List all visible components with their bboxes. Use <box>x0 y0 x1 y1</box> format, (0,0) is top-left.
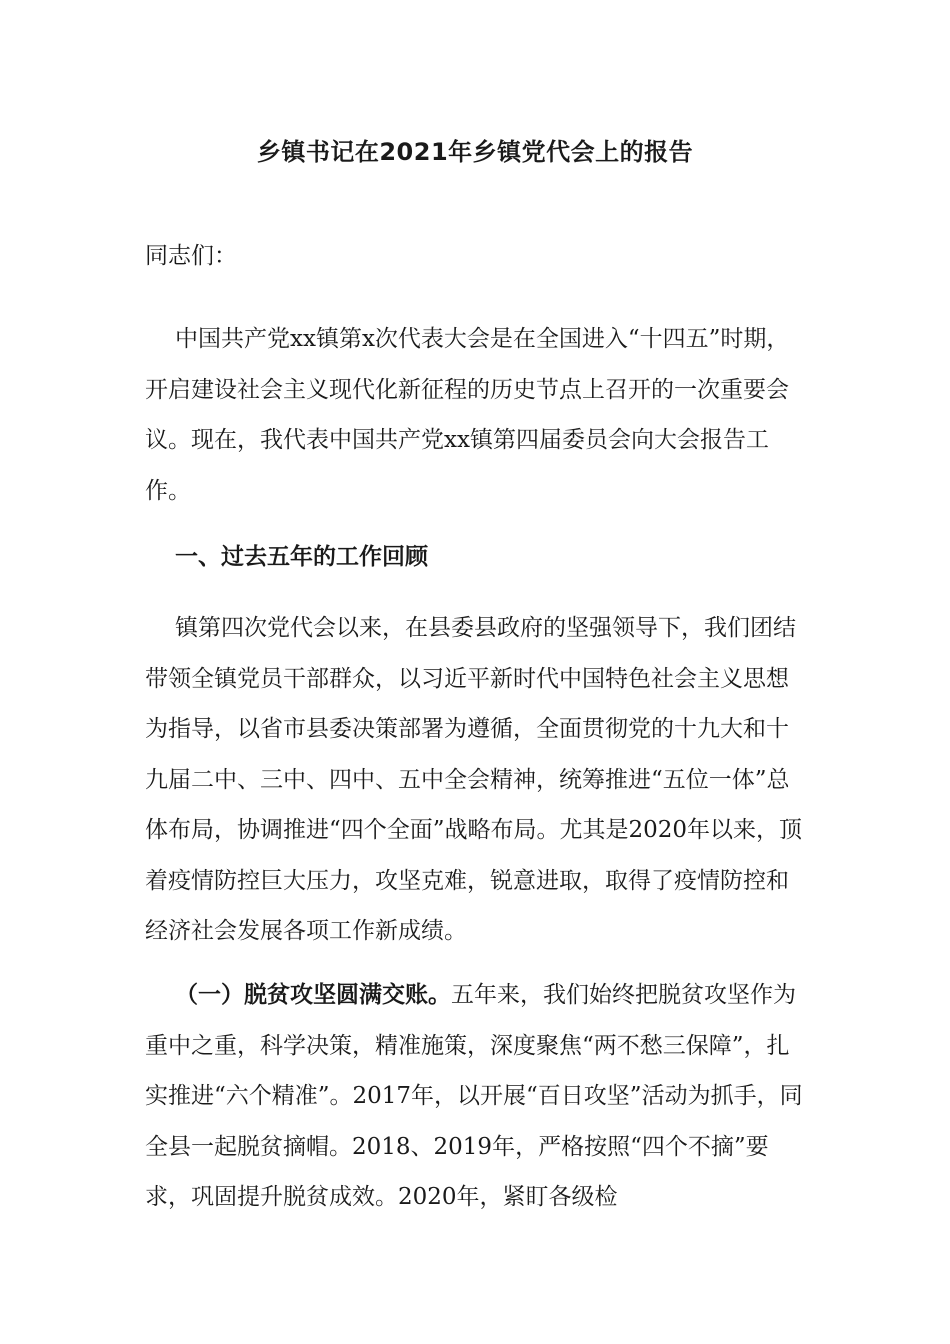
review-paragraph: 镇第四次党代会以来，在县委县政府的坚强领导下，我们团结带领全镇党员干部群众，以习近平新时代中国特色社会主义思想为指导，以省市县委决策部署为遵循，全面贯彻党的十九大和十九届二中、三中、四中、五中全会精神，统筹推进“五位一体”总体布局，协调推进“四个全面”战略布局。尤其是2020年以来，顶着疫情防控巨大压力，攻坚克难，锐意进取，取得了疫情防控和经济社会发展各项工作新成绩。 <box>145 615 803 944</box>
subsection-paragraph <box>145 970 805 1223</box>
greeting: 同志们： <box>145 243 237 269</box>
document-title: 乡镇书记在2021年乡镇党代会上的报告 <box>256 138 694 166</box>
subsection-lead: （一）脱贫攻坚圆满交账。 <box>175 982 451 1008</box>
section-heading: 一、过去五年的工作回顾 <box>175 544 428 570</box>
intro-paragraph: 中国共产党xx镇第x次代表大会是在全国进入“十四五”时期，开启建设社会主义现代化新征程的历史节点上召开的一次重要会议。现在，我代表中国共产党xx镇第四届委员会向大会报告工作。 <box>145 326 790 504</box>
subsection-body: 五年来，我们始终把脱贫攻坚作为重中之重，科学决策，精准施策，深度聚焦“两不愁三保障”，扎实推进“六个精准”。2017年，以开展“百日攻坚”活动为抓手，同全县一起脱贫摘帽。2018、2019年，严格按照“四个不摘”要求，巩固提升脱贫成效。2020年，紧盯各级检 <box>145 982 803 1210</box>
